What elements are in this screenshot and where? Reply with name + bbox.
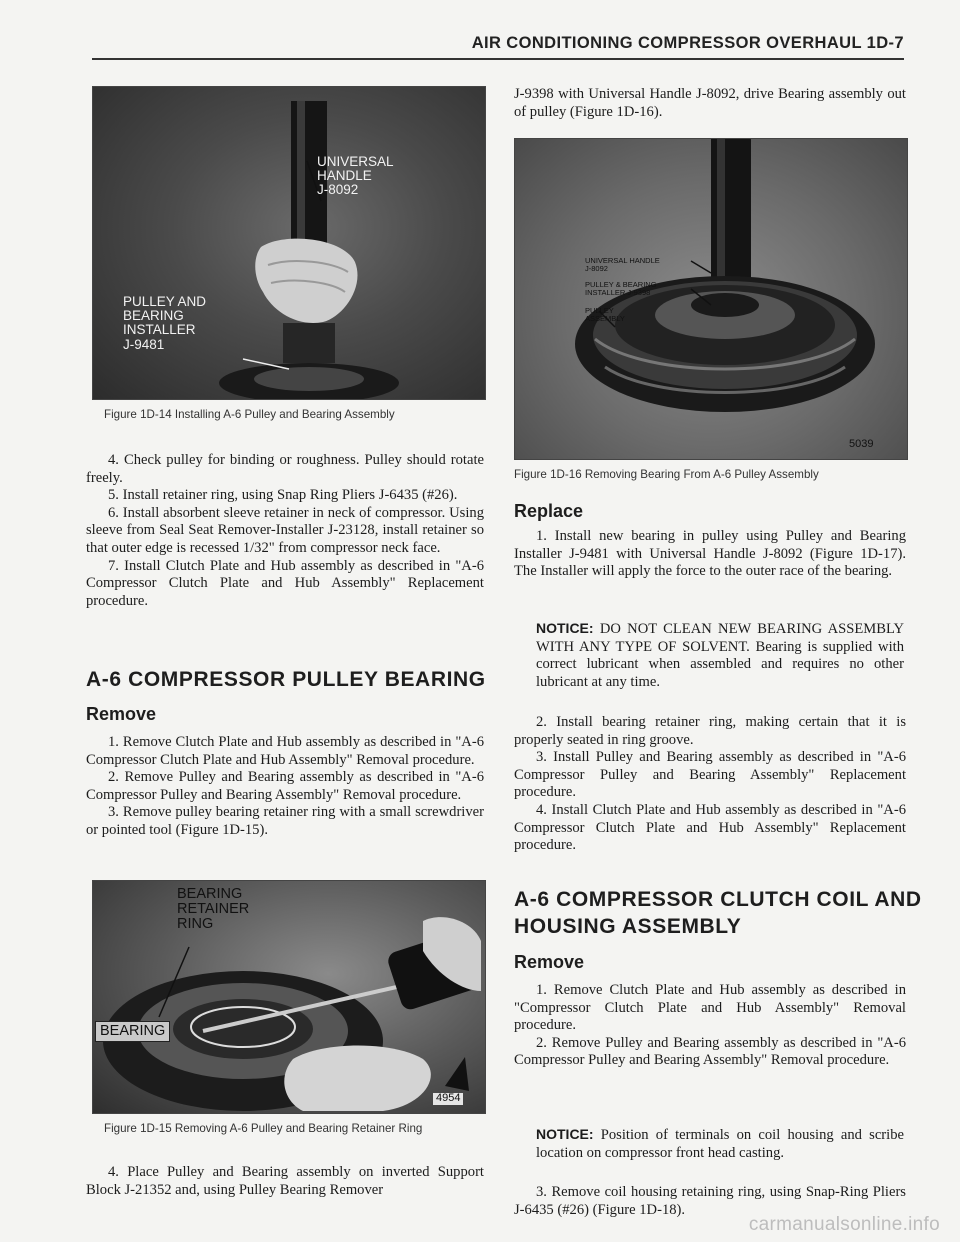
remove-step-3: 3. Remove pulley bearing retainer ring with a small screwdriver or pointed tool (Figure 1D-15). bbox=[86, 804, 484, 838]
label-bearing-retainer-ring: BEARING RETAINER RING bbox=[177, 886, 250, 933]
label-bearing: BEARING bbox=[95, 1021, 170, 1042]
step-5-install-retainer-ring: 5. Install retainer ring, using Snap Ring Pliers J-6435 (#26). bbox=[108, 487, 458, 504]
notice-do-not-clean bbox=[536, 620, 904, 691]
step-6-install-sleeve-retainer: 6. Install absorbent sleeve retainer in neck of compressor. Using sleeve from Seal Seat Remover-Installer J-23128, install retainer so that outer edge is recessed 1/32" from compressor neck face. bbox=[86, 504, 484, 556]
step-4-check-pulley: 4. Check pulley for binding or roughness. Pulley should rotate freely. bbox=[86, 452, 484, 486]
figure-1d-16-illustration bbox=[515, 139, 907, 459]
caption-figure-1d-15: Figure 1D-15 Removing A-6 Pulley and Bearing Retainer Ring bbox=[104, 1122, 423, 1135]
page-header bbox=[92, 30, 904, 62]
coil-remove-step-1: 1. Remove Clutch Plate and Hub assembly as described in "Compressor Clutch Plate and Hub Assembly" Removal procedure. bbox=[514, 982, 906, 1034]
figure-1d-15-photo bbox=[92, 880, 486, 1114]
installer-body bbox=[283, 323, 335, 363]
label-universal-handle-16: UNIVERSAL HANDLE J-8092 bbox=[585, 256, 660, 273]
caption-figure-1d-14: Figure 1D-14 Installing A-6 Pulley and Bearing Assembly bbox=[104, 408, 395, 421]
continued-step-text: J-9398 with Universal Handle J-8092, drive Bearing assembly out of pulley (Figure 1D-16). bbox=[514, 86, 906, 120]
coil-remove-step-3: 3. Remove coil housing retaining ring, using Snap-Ring Pliers J-6435 (#26) (Figure 1D-18). bbox=[514, 1184, 906, 1218]
left-steps-remove bbox=[86, 734, 484, 840]
replace-step-4: 4. Install Clutch Plate and Hub assembly as described in "A-6 Compressor Clutch Plate and Hub Assembly" Replacement procedure. bbox=[514, 801, 906, 854]
right-remove-steps bbox=[514, 982, 906, 1070]
subheading-remove-coil: Remove bbox=[514, 952, 585, 972]
label-pulley-assembly-16: PULLEY ASSEMBLY bbox=[585, 306, 625, 323]
subheading-remove: Remove bbox=[86, 704, 157, 724]
figure-1d-16-photo bbox=[514, 138, 908, 460]
notice-body-text: Bearing is supplied with correct lubricant when assembled and requires no other lubricant at any time. bbox=[536, 638, 904, 690]
header-rule bbox=[92, 58, 904, 60]
notice-2-text: Position of terminals on coil housing and scribe location on compressor front head casting. bbox=[536, 1127, 904, 1161]
figure-1d-14-illustration bbox=[93, 87, 485, 399]
replace-step-3: 3. Install Pulley and Bearing assembly as described in "A-6 Compressor Pulley and Bearing Assembly" Replacement procedure. bbox=[514, 749, 906, 801]
place-step-4: 4. Place Pulley and Bearing assembly on inverted Support Block J-21352 and, using Pulley Bearing Remover bbox=[86, 1164, 484, 1198]
label-universal-handle: UNIVERSAL HANDLE J-8092 bbox=[317, 154, 394, 198]
section-title-pulley-bearing: A-6 COMPRESSOR PULLEY BEARING bbox=[86, 668, 486, 691]
photo-number-4954: 4954 bbox=[433, 1093, 463, 1105]
subheading-replace: Replace bbox=[514, 501, 584, 521]
caption-figure-1d-16: Figure 1D-16 Removing Bearing From A-6 Pulley Assembly bbox=[514, 468, 819, 481]
figure-1d-14-photo bbox=[92, 86, 486, 400]
notice-terminals bbox=[536, 1126, 904, 1162]
right-replace-steps bbox=[514, 714, 906, 855]
remove-step-1: 1. Remove Clutch Plate and Hub assembly as described in "A-6 Compressor Clutch Plate and Hub Assembly" Removal procedure. bbox=[86, 734, 484, 768]
section-title-clutch-coil-2: HOUSING ASSEMBLY bbox=[514, 915, 742, 938]
coil-remove-step-2: 2. Remove Pulley and Bearing assembly as described in "A-6 Compressor Pulley and Bearing Assembly" Removal procedure. bbox=[514, 1034, 906, 1069]
section-title-clutch-coil-1: A-6 COMPRESSOR CLUTCH COIL AND bbox=[514, 888, 922, 911]
label-pulley-bearing-installer-16: PULLEY & BEARING INSTALLER J-9398 bbox=[585, 280, 657, 297]
left-step-4-place-pulley bbox=[86, 1164, 484, 1199]
notice-label-2: NOTICE: bbox=[536, 1126, 594, 1142]
right-replace-step-1 bbox=[514, 528, 906, 581]
left-steps-installation bbox=[86, 452, 484, 610]
photo-number-5039: 5039 bbox=[849, 438, 874, 450]
remove-step-2: 2. Remove Pulley and Bearing assembly as described in "A-6 Compressor Pulley and Bearing Assembly" Removal procedure. bbox=[86, 769, 484, 803]
step-7-install-clutch-plate: 7. Install Clutch Plate and Hub assembly as described in "A-6 Compressor Clutch Plate and Hub Assembly" Replacement procedure. bbox=[86, 557, 484, 609]
hand-shape bbox=[284, 1046, 431, 1112]
label-pulley-bearing-installer: PULLEY AND BEARING INSTALLER J-9481 bbox=[123, 294, 207, 352]
replace-step-2: 2. Install bearing retainer ring, making certain that it is properly seated in ring groove. bbox=[514, 714, 906, 748]
right-continued-text bbox=[514, 86, 906, 121]
notice-label: NOTICE: bbox=[536, 620, 594, 636]
figure-1d-15-illustration bbox=[93, 881, 485, 1113]
replace-step-1: 1. Install new bearing in pulley using Pulley and Bearing Installer J-9481 with Universal Handle J-8092 (Figure 1D-17). The Installer will apply the force to the outer race of the bearing. bbox=[514, 528, 906, 580]
page-title: AIR CONDITIONING COMPRESSOR OVERHAUL 1D-7 bbox=[471, 34, 904, 52]
notice-caps-text: DO NOT CLEAN NEW BEARING ASSEMBLY WITH ANY TYPE OF SOLVENT. bbox=[536, 621, 904, 655]
watermark-text: carmanualsonline.info bbox=[748, 1214, 940, 1235]
